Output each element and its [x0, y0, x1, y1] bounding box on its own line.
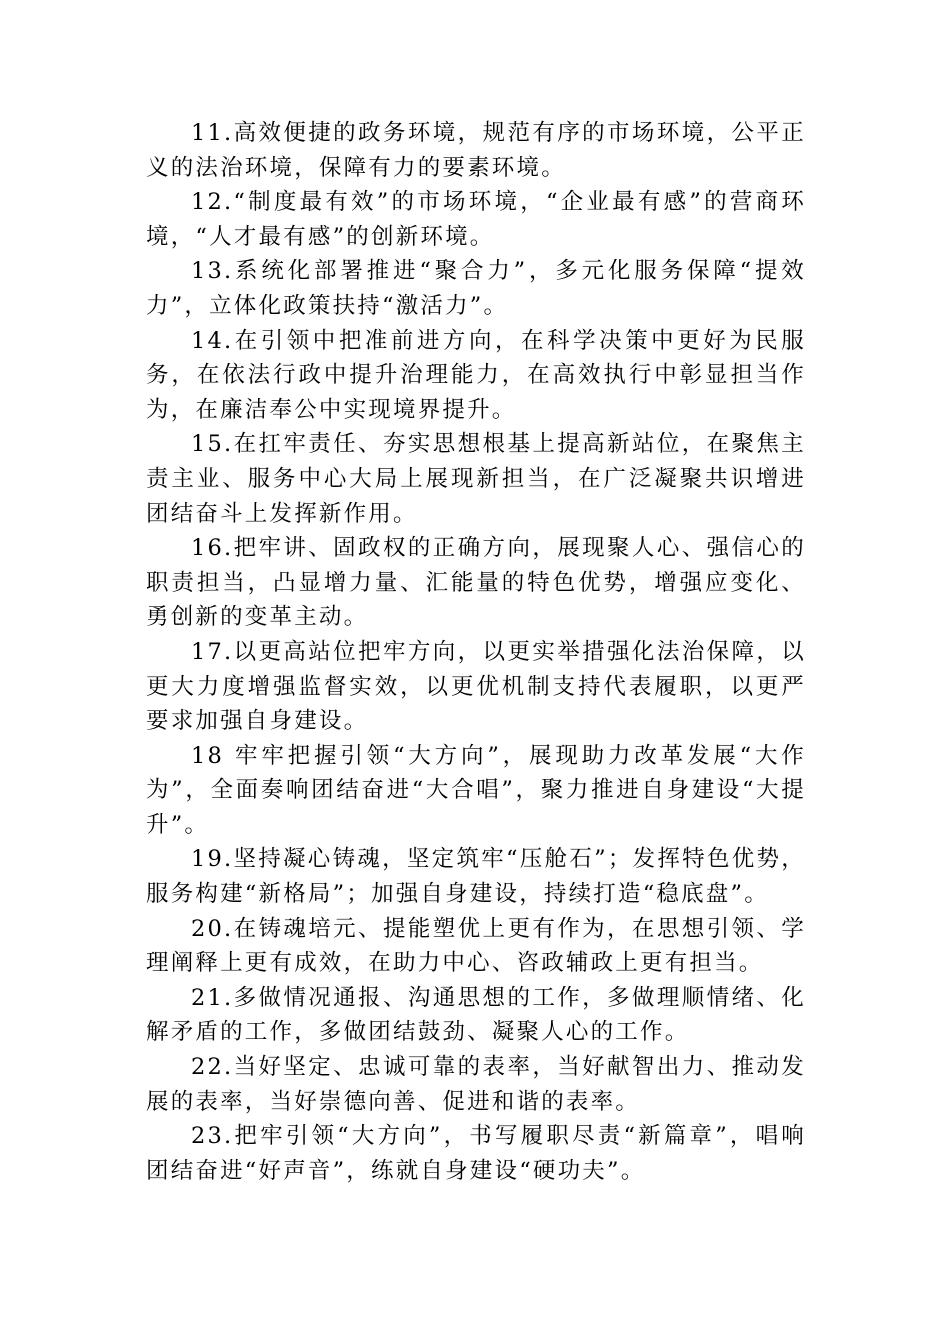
paragraph-12: 12.“制度最有效”的市场环境，“企业最有感”的营商环境，“人才最有感”的创新环境。: [146, 189, 806, 250]
paragraph-16: 16.把牢讲、固政权的正确方向，展现聚人心、强信心的职责担当，凸显增力量、汇能量的特色优势，增强应变化、勇创新的变革主动。: [146, 535, 806, 631]
paragraph-17: 17.以更高站位把牢方向，以更实举措强化法治保障，以更大力度增强监督实效，以更优机制支持代表履职，以更严要求加强自身建设。: [146, 638, 806, 735]
paragraph-11: 11.高效便捷的政务环境，规范有序的市场环境，公平正义的法治环境，保障有力的要素环境。: [146, 120, 806, 181]
paragraph-20: 20.在铸魂培元、提能塑优上更有作为，在思想引领、学理阐释上更有成效，在助力中心、咨政辅政上更有担当。: [146, 915, 806, 977]
paragraph-13: 13.系统化部署推进“聚合力”，多元化服务保障“提效力”，立体化政策扶持“激活力”。: [146, 258, 806, 319]
paragraph-15: 15.在扛牢责任、夯实思想根基上提高新站位，在聚焦主责主业、服务中心大局上展现新担当，在广泛凝聚共识增进团结奋斗上发挥新作用。: [146, 431, 806, 527]
paragraph-14: 14.在引领中把准前进方向，在科学决策中更好为民服务，在依法行政中提升治理能力，在高效执行中彰显担当作为，在廉洁奉公中实现境界提升。: [146, 327, 806, 423]
paragraph-21: 21.多做情况通报、沟通思想的工作，多做理顺情绪、化解矛盾的工作，多做团结鼓劲、凝聚人心的工作。: [146, 984, 806, 1046]
paragraph-22: 22.当好坚定、忠诚可靠的表率，当好献智出力、推动发展的表率，当好崇德向善、促进和谐的表率。: [146, 1054, 806, 1115]
paragraph-18: 18 牢牢把握引领“大方向”，展现助力改革发展“大作为”，全面奏响团结奋进“大合唱”，聚力推进自身建设“大提升”。: [146, 742, 806, 838]
document-body: [146, 116, 806, 1188]
paragraph-23: 23.把牢引领“大方向”，书写履职尽责“新篇章”，唱响团结奋进“好声音”，练就自身建设“硬功夫”。: [146, 1123, 806, 1184]
paragraph-19: 19.坚持凝心铸魂，坚定筑牢“压舱石”；发挥特色优势，服务构建“新格局”；加强自身建设，持续打造“稳底盘”。: [146, 846, 806, 908]
